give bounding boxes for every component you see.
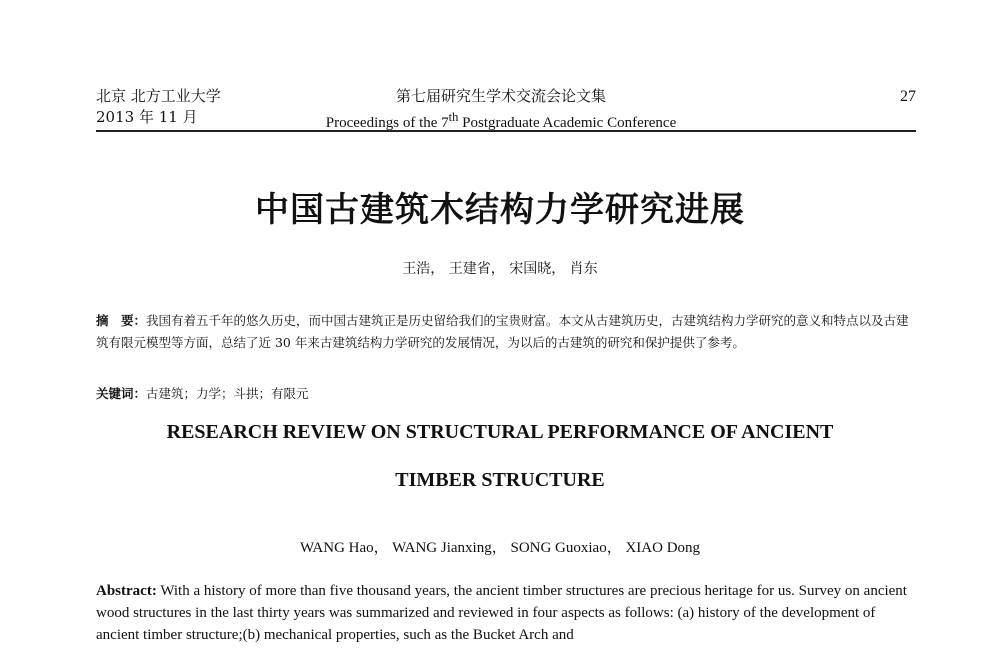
abstract-en-label: Abstract: bbox=[96, 583, 157, 599]
paper-title-en-line2: TIMBER STRUCTURE bbox=[395, 469, 605, 491]
header-date: 2013 年 11 月 bbox=[96, 108, 198, 126]
abstract-cn bbox=[96, 310, 916, 354]
keywords-cn bbox=[96, 384, 309, 402]
header-proceedings-cn: 第七届研究生学术交流会论文集 bbox=[395, 87, 606, 105]
keywords-cn-label: 关键词： bbox=[96, 386, 147, 401]
page-number: 27 bbox=[900, 88, 916, 105]
header-center bbox=[96, 86, 906, 134]
abstract-cn-text: 我国有着五千年的悠久历史，而中国古建筑正是历史留给我们的宝贵财富。本文从古建筑历史，古建筑结构力学研究的意义和特点以及古建筑有限元模型等方面，总结了近 30 年来古建筑结构力学研究的发展情况，为以后的古建筑的研究和保护提供了参考。 bbox=[96, 313, 909, 350]
paper-title-cn: 中国古建筑木结构力学研究进展 bbox=[255, 190, 745, 230]
header-en-sup: th bbox=[448, 110, 459, 124]
authors-cn: 王浩， 王建省， 宋国晓， 肖东 bbox=[402, 261, 598, 277]
abstract-en-text: With a history of more than five thousand years, the ancient timber structures are precious heritage for us. Survey on ancient wood structures in the last thirty years was summarized and reviewed in four aspects as follows: (a) history of the development of ancient timber structure;(b) mechanical properties, such as the Bucket Arch and bbox=[96, 583, 907, 643]
keywords-cn-text: 古建筑；力学；斗拱；有限元 bbox=[146, 386, 309, 401]
abstract-cn-label: 摘 要： bbox=[96, 313, 147, 328]
page-header bbox=[96, 86, 916, 134]
header-rule bbox=[96, 130, 916, 132]
paper-title-en-line1: RESEARCH REVIEW ON STRUCTURAL PERFORMANCE OF ANCIENT bbox=[166, 421, 834, 443]
abstract-en bbox=[96, 580, 921, 646]
header-location: 北京 北方工业大学 bbox=[96, 87, 221, 105]
header-en-suffix: Postgraduate Academic Conference bbox=[458, 115, 677, 131]
authors-en: WANG Hao， WANG Jianxing， SONG Guoxiao， XIAO Dong bbox=[299, 540, 701, 556]
header-en-prefix: Proceedings of the 7 bbox=[325, 115, 449, 131]
